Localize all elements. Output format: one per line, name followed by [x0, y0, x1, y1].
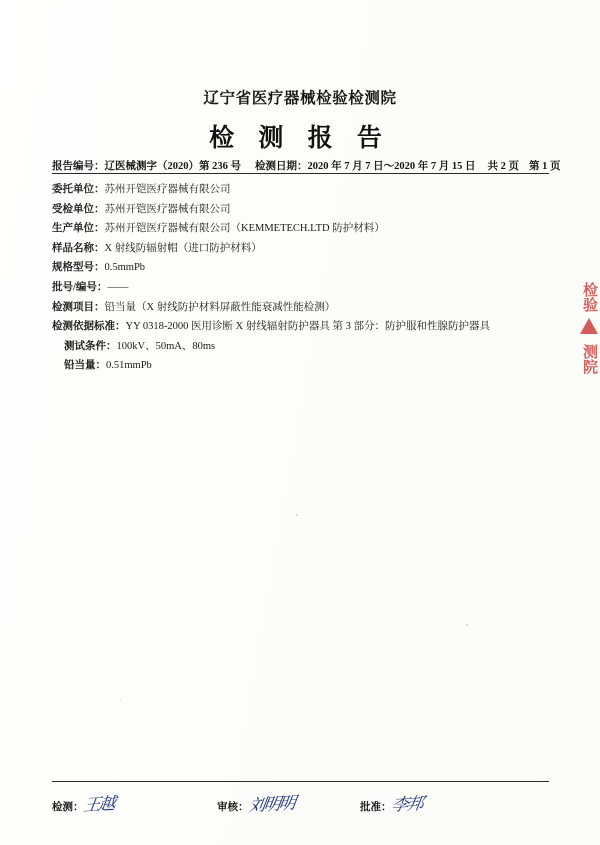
signature-footer [52, 786, 552, 826]
signature-label: 检测： [52, 802, 84, 813]
divider-bottom [52, 781, 549, 782]
field-label: 测试条件： [64, 340, 117, 352]
divider-top [52, 173, 549, 174]
field-value: 苏州开铠医疗器械有限公司 [104, 184, 231, 195]
field-label: 生产单位： [52, 223, 105, 235]
field-row-manufacturer [52, 219, 552, 239]
field-label: 委托单位： [52, 184, 105, 195]
field-value: 0.5mmPb [104, 262, 146, 274]
field-value: 100kV、50mA、80ms [116, 340, 216, 352]
field-row-batch-number [52, 278, 552, 298]
field-label: 受检单位： [52, 203, 105, 215]
field-value: 0.51mmPb [106, 360, 152, 372]
field-list [52, 180, 552, 376]
field-row-model [52, 258, 552, 278]
page-title: 检 测 报 告 [209, 125, 391, 152]
field-row-sample-name [52, 239, 552, 259]
signature-label: 批准： [360, 802, 392, 813]
signature-value: 王越 [81, 793, 115, 816]
field-label: 样品名称： [52, 242, 105, 254]
field-label: 批号/编号： [52, 281, 108, 293]
report-number-label: 报告编号： [52, 161, 105, 172]
field-value: X 射线防辐射帽（进口防护材料） [104, 242, 262, 254]
stamp-triangle-icon [580, 318, 598, 334]
field-value: —— [107, 281, 129, 293]
report-number-value: 辽医械测字（2020）第 236 号 [104, 161, 241, 172]
current-page: 第 1 页 [529, 161, 561, 172]
field-label: 规格型号： [52, 262, 105, 274]
scan-speck [296, 514, 298, 516]
total-pages: 共 2 页 [487, 161, 519, 172]
field-label: 检测项目： [52, 301, 105, 313]
field-row-client [52, 180, 552, 200]
report-meta-row [52, 158, 561, 173]
signature-value: 李邦 [389, 793, 423, 816]
scan-speck [466, 624, 468, 626]
test-date-value: 2020 年 7 月 7 日～2020 年 7 月 15 日 [307, 161, 476, 172]
signature-label: 审核： [217, 802, 249, 813]
signature-value: 刘明明 [246, 793, 295, 816]
field-label: 铅当量： [64, 360, 106, 372]
stamp-text-top: 检验 [581, 282, 597, 312]
signature-approver [360, 790, 422, 815]
field-row-test-item [52, 298, 552, 318]
organization-title: 辽宁省医疗器械检验检测院 [203, 90, 397, 107]
field-row-lead-equivalent [52, 356, 552, 376]
field-value: 铅当量（X 射线防护材料屏蔽性能衰减性能检测） [104, 301, 336, 313]
stamp-text-bottom: 测院 [581, 344, 597, 374]
test-date-label: 检测日期： [255, 161, 308, 172]
field-row-test-conditions [52, 337, 552, 357]
red-seal-stamp [578, 282, 600, 390]
signature-tester [52, 790, 114, 815]
field-label: 检测依据标准： [52, 321, 126, 333]
signature-reviewer [217, 790, 294, 815]
field-value: 苏州开铠医疗器械有限公司 [104, 203, 231, 215]
field-value: YY 0318-2000 医用诊断 X 射线辐射防护器具 第 3 部分：防护服和性腺防护器具 [125, 321, 490, 333]
field-row-inspected-unit [52, 200, 552, 220]
field-value: 苏州开铠医疗器械有限公司（KEMMETECH.LTD 防护材料） [104, 223, 385, 235]
scan-speck [120, 700, 121, 701]
field-row-standard [52, 317, 552, 337]
